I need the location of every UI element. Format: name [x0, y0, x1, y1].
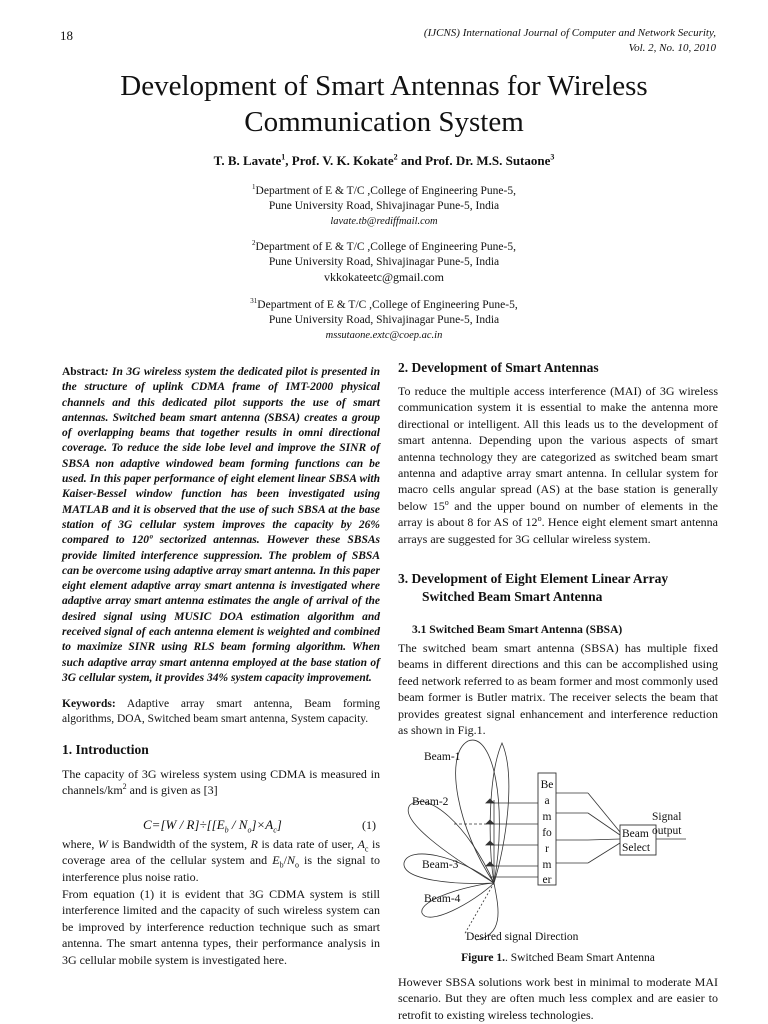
figure-caption-label: Figure 1.	[461, 952, 506, 964]
aff-1-email: lavate.tb@rediffmail.com	[330, 216, 438, 227]
intro-heading: 1. Introduction	[62, 742, 149, 757]
s2-p-a: To reduce the multiple access interference (MAI) of 3G wireless communication system it is essential to make the antenna more directional or intelligent. All this leads us to the development of smart antenna. Depending upon the various aspects of smart antenna technology they are categorized as switched beam smart antenna and adaptive array smart antenna. In cellular system for macro cells angular spread (AS) at the base station is generally below 15	[398, 384, 718, 513]
journal-line-1: (IJCNS) International Journal of Computer and Network Security,	[423, 27, 716, 39]
aff-1-line-2: Pune University Road, Shivajinagar Pune-5, India	[268, 200, 500, 212]
bf-char-5: r	[545, 843, 549, 855]
aff-2-sup: 2	[252, 239, 256, 248]
signal-output-label-2: output	[652, 825, 682, 837]
s2-sup-1: o	[444, 497, 449, 507]
beam-1-label: Beam-1	[424, 751, 461, 763]
aff-1-sup: 1	[252, 183, 256, 192]
p2-N: N	[286, 853, 295, 868]
aff-2-email: vkkokateetc@gmail.com	[323, 270, 444, 284]
section-2-heading: 2. Development of Smart Antennas	[398, 360, 599, 375]
intro-paragraph-3: From equation (1) it is evident that 3G CDMA system is still interference limited and the capacity of such wireless system can be improved by interference reduction technique such as smart antenna. The smart antenna types, their performance analysis in 3G cellular mobile system is investigated here.	[62, 887, 380, 967]
journal-line-2: Vol. 2, No. 10, 2010	[628, 42, 716, 54]
aff-3-sup: 31	[250, 297, 258, 306]
eq-mid: / N	[228, 817, 248, 832]
antenna-array	[486, 799, 538, 883]
keywords	[62, 697, 380, 728]
subsection-3-1-heading: 3.1 Switched Beam Smart Antenna (SBSA)	[412, 624, 623, 636]
affiliation-1	[184, 184, 584, 229]
page-number: 18	[60, 28, 73, 43]
beam-2-label: Beam-2	[412, 796, 449, 808]
eq-sub-o: o	[247, 825, 252, 835]
abstract	[62, 365, 380, 686]
section-3-heading	[398, 570, 718, 606]
author-3-sup: 3	[550, 152, 555, 162]
aff-3-email: mssutaone.extc@coep.ac.in	[325, 330, 443, 341]
desired-direction-arrow	[464, 883, 494, 935]
abstract-label: Abstract	[62, 366, 105, 378]
p2-t5: is the signal to interference plus noise ratio.	[62, 853, 380, 884]
author-3: and Prof. Dr. M.S. Sutaone	[397, 153, 551, 168]
section-3-heading-line-1: 3. Development of Eight Element Linear Array	[398, 571, 669, 586]
aff-2-line-1: Department of E & T/C ,College of Engineering Pune-5,	[255, 241, 516, 253]
author-2-sup: 2	[393, 152, 398, 162]
journal-header	[424, 26, 716, 56]
p2-t3: is data rate of user,	[257, 837, 355, 851]
eq-sub-b: b	[224, 825, 229, 835]
desired-signal-label: Desired signal Direction	[466, 931, 579, 943]
eq-rhs: =[W / R]÷[[E	[151, 817, 225, 832]
p2-Eb-sub: b	[279, 860, 284, 870]
author-1-sup: 1	[281, 152, 286, 162]
title-line-1: Development of Smart Antennas for Wireless	[120, 70, 648, 102]
affiliation-2	[184, 240, 584, 285]
p2-t2: is Bandwidth of the system,	[107, 837, 251, 851]
bf-char-7: er	[542, 874, 552, 886]
beam-3-label: Beam-3	[422, 859, 459, 871]
aff-3-line-1: Department of E & T/C ,College of Engineering Pune-5,	[257, 299, 518, 311]
section-3-heading-line-2: Switched Beam Smart Antenna	[422, 589, 603, 604]
paper-title	[40, 68, 728, 140]
p2-t1: where,	[62, 837, 98, 851]
switched-beam-figure	[398, 735, 720, 950]
bf-char-4: fo	[542, 827, 552, 839]
intro-p1-b: and is given as [3]	[126, 783, 218, 798]
intro-paragraph-1	[62, 766, 380, 799]
abstract-text: : In 3G wireless system the dedicated pilot is presented in the structure of uplink CDMA frame of IMT-2000 physical channels and this dedicated pilot supports the use of smart antennas. Switched beam smart antenna (SBSA) creates a group of overlapping beams that together results in omni directional coverage. To reduce the side lobe level and improve the SINR of SBSA non adaptive windowed beam forming functions can be used. In this paper performance of eight element linear SBSA with Kaiser-Bessel window function has been investigated using MATLAB and it is observed that the use of such SBSA at the base station of 3G cellular system improves the capacity by 26% compared to 120º sectorized antennas. However these SBSAs provide limited interference suppression. The problem of SBSA can be overcome using adaptive array smart antenna. In this paper eight element adaptive array smart antenna is investigated where adaptive array smart antenna estimates the angle of arrival of the desired signal using MUSIC DOA estimation algorithm and received signal of each antenna element is weighted and combined to maximize SINR using RLS beam forming algorithm. When such adaptive array smart antenna employed at the base station of 3G cellular system, it provides 34% system capacity improvement.	[62, 366, 380, 684]
p2-N-sub: o	[294, 860, 299, 870]
author-list	[40, 153, 728, 169]
s2-sup-2: o	[537, 514, 542, 524]
bf-char-1: Be	[540, 779, 554, 791]
equation-number: (1)	[362, 818, 376, 832]
s2-p-c: . Hence eight element smart antenna arrays are suggested for 3G cellular wireless system.	[398, 515, 718, 546]
beam-select-label-2: Select	[622, 842, 651, 854]
p2-R: R	[250, 837, 258, 851]
p2-W: W	[97, 837, 108, 851]
section-3-paragraph-2: However SBSA solutions work best in minimal to moderate MAI scenario. But they are often much less complex and are easier to retrofit to existing wireless technologies.	[398, 975, 718, 1022]
section-3-paragraph-1: The switched beam smart antenna (SBSA) has multiple fixed beams in different directions and this can be accomplished using feed network referred to as beam former and most commonly used beam former is Butler matrix. The receiver selects the beam that provides greatest signal enhancement and interference reduction as shown in Fig.1.	[398, 641, 718, 738]
eq-lhs: C	[143, 817, 152, 832]
bf-char-2: a	[544, 795, 550, 807]
beam-4-label: Beam-4	[424, 893, 461, 905]
s2-p-b: and the upper bound on number of elements in the array is about 8 for AS of 12	[398, 498, 719, 530]
aff-3-line-2: Pune University Road, Shivajinagar Pune-5, India	[268, 314, 500, 326]
intro-p1-sup: 2	[122, 782, 127, 792]
bf-char-3: m	[542, 811, 552, 823]
section-2-paragraph	[398, 383, 718, 547]
figure-caption	[398, 952, 718, 964]
author-1: T. B. Lavate	[213, 153, 282, 168]
affiliation-3	[184, 298, 584, 343]
bf-char-6: m	[542, 859, 552, 871]
equation-1	[143, 817, 282, 833]
p2-A-sub: c	[364, 844, 369, 854]
p2-t4: is coverage area of the cellular system and	[62, 837, 380, 868]
p2-Eb: E	[272, 853, 280, 868]
aff-2-line-2: Pune University Road, Shivajinagar Pune-5, India	[268, 256, 500, 268]
author-2: , Prof. V. K. Kokate	[285, 153, 394, 168]
eq-sub-c: c	[273, 825, 277, 835]
p2-A: A	[357, 837, 365, 851]
beam-select-label-1: Beam	[622, 828, 649, 840]
title-line-2: Communication System	[244, 106, 524, 138]
beam-lobe-1	[456, 740, 500, 883]
intro-p1-a: The capacity of 3G wireless system using CDMA is measured in channels/km	[62, 767, 380, 798]
eq-end: ]	[276, 817, 282, 832]
aff-1-line-1: Department of E & T/C ,College of Engineering Pune-5,	[255, 185, 516, 197]
intro-paragraph-2	[62, 836, 380, 885]
signal-output-label-1: Signal	[652, 811, 682, 823]
keywords-label: Keywords:	[62, 698, 116, 710]
p2-slash: /	[283, 853, 287, 868]
eq-mid2: ]×A	[251, 817, 274, 832]
keywords-text: Adaptive array smart antenna, Beam forming algorithms, DOA, Switched beam smart antenna, System capacity.	[62, 698, 380, 726]
figure-caption-text: . Switched Beam Smart Antenna	[505, 952, 655, 964]
